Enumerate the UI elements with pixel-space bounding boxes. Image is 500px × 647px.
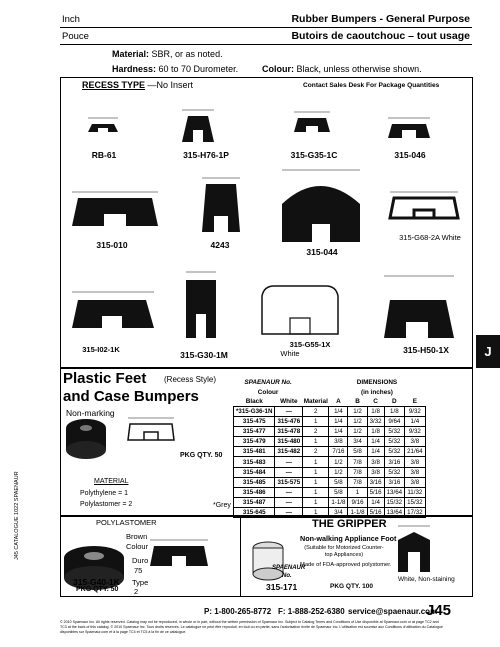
table-row xyxy=(234,437,426,447)
gripper-no: No. xyxy=(282,573,292,579)
part-label: 315-G30-1M xyxy=(180,350,228,360)
table-cell: 315-478 xyxy=(275,427,303,437)
table-cell: — xyxy=(275,467,303,477)
table-cell: 9/16 xyxy=(348,497,367,507)
table-cell: 5/16 xyxy=(367,507,384,517)
plastic-title-2: and Case Bumpers xyxy=(63,388,199,405)
table-cell: 9/32 xyxy=(405,407,425,417)
table-header-spaenaur-text: SPAENAUR No. xyxy=(244,378,292,386)
recess-subtitle: —No Insert xyxy=(147,80,194,90)
part-label: 4243 xyxy=(210,240,230,250)
poly-duro-val: 75 xyxy=(134,566,143,575)
table-cell: 1/4 xyxy=(367,497,384,507)
table-col-header: Black xyxy=(245,398,263,405)
table-cell: 1/2 xyxy=(329,457,348,467)
footer-phone[interactable]: P: 1-800-265-8772 xyxy=(204,607,272,616)
spec-colour-value: Black, unless otherwise shown. xyxy=(296,64,422,74)
table-cell: 7/16 xyxy=(329,447,348,457)
poly-part: 315-G40-1K xyxy=(73,577,120,587)
table-cell: — xyxy=(275,457,303,467)
table-cell: 9/64 xyxy=(384,417,404,427)
material-polylast: Polylastomer = 2 xyxy=(80,501,133,508)
table-cell: 1 xyxy=(303,437,329,447)
material-title: MATERIAL xyxy=(94,478,129,485)
plastic-pkg: PKG QTY. 50 xyxy=(180,452,223,459)
table-cell: 315-485 xyxy=(234,477,275,487)
gripper-suitable: (Suitable for Motorized Counter-top Appliances) xyxy=(304,545,384,558)
table-col-header: Material xyxy=(303,398,328,405)
table-cell: 1-1/8 xyxy=(348,507,367,517)
gripper-white: White, Non-staining xyxy=(398,576,455,583)
bumper-rb61-drawing xyxy=(88,124,118,132)
table-row xyxy=(234,477,426,487)
part-label: White xyxy=(280,349,300,358)
table-col-header: C xyxy=(373,398,378,405)
bumper-h76-drawing xyxy=(182,116,214,142)
table-cell: 3/32 xyxy=(367,417,384,427)
table-row xyxy=(234,497,426,507)
table-cell: 315-482 xyxy=(275,447,303,457)
table-cell: 13/64 xyxy=(384,487,404,497)
bumper-g35-drawing xyxy=(294,118,330,132)
table-cell: 3/16 xyxy=(384,477,404,487)
table-cell: 5/8 xyxy=(329,487,348,497)
page-number: J45 xyxy=(426,602,452,619)
table-cell: 5/8 xyxy=(348,447,367,457)
table-cell: 2 xyxy=(303,407,329,417)
poly-type-val: 2 xyxy=(134,587,139,596)
table-cell: 1/2 xyxy=(348,417,367,427)
table-cell: — xyxy=(275,497,303,507)
bumper-010-drawing xyxy=(72,198,158,226)
bumper-g55-drawing xyxy=(262,286,338,334)
table-cell: 11/32 xyxy=(405,487,425,497)
header-left-en: Inch xyxy=(62,14,80,25)
table-col-header: D xyxy=(392,398,397,405)
table-cell: 315-481 xyxy=(234,447,275,457)
part-label: 315-H50-1X xyxy=(403,345,449,355)
plastic-title: Plastic Feet xyxy=(63,370,147,387)
table-row xyxy=(234,407,426,417)
table-cell: 3/4 xyxy=(329,507,348,517)
table-cell: 3/8 xyxy=(367,467,384,477)
table-col-header: White xyxy=(280,398,298,405)
footer-legal-3: disponibles sur Spaenaur.com et à la page TC4 et TC5 à la fin de ce catalogue. xyxy=(60,630,187,634)
bumper-g68-drawing xyxy=(390,198,458,218)
table-col-header: B xyxy=(355,398,360,405)
table-cell: 3/8 xyxy=(405,467,425,477)
table-cell: — xyxy=(275,487,303,497)
footer-legal xyxy=(60,620,472,635)
table-cell: — xyxy=(275,407,303,417)
page-title: Rubber Bumpers - General Purpose xyxy=(291,13,470,25)
part-label: 315-044 xyxy=(306,247,338,257)
table-cell: 1/4 xyxy=(367,447,384,457)
table-cell: 1/2 xyxy=(348,427,367,437)
table-col-header: A xyxy=(336,398,341,405)
table-cell: 5/32 xyxy=(384,447,404,457)
footer-fax: F: 1-888-252-6380 xyxy=(278,607,345,616)
table-cell: 21/64 xyxy=(405,447,425,457)
table-cell: 315-575 xyxy=(275,477,303,487)
table-cell: 7/8 xyxy=(348,457,367,467)
table-cell: 315-486 xyxy=(234,487,275,497)
spec-colour-label: Colour: xyxy=(262,64,294,74)
table-cell: 15/32 xyxy=(405,497,425,507)
table-cell: 13/64 xyxy=(384,507,404,517)
table-cell: 1 xyxy=(303,467,329,477)
gripper-subtitle: Non-walking Appliance Foot xyxy=(300,534,397,543)
table-header-inches: (in inches) xyxy=(360,389,393,396)
gripper-part: 315-171 xyxy=(266,582,298,592)
table-cell: 1/4 xyxy=(405,417,425,427)
poly-duro: Duro xyxy=(132,556,149,565)
part-label: 315-G35-1C xyxy=(290,150,338,160)
table-cell: 15/32 xyxy=(384,497,404,507)
gripper-spaenaur: SPAENAUR xyxy=(272,565,306,571)
part-label: 315-H76-1P xyxy=(183,150,229,160)
table-cell: 315-477 xyxy=(234,427,275,437)
table-row xyxy=(234,457,426,467)
table-cell: 1/4 xyxy=(329,427,348,437)
table-cell: 2 xyxy=(303,447,329,457)
table-cell: 5/32 xyxy=(384,437,404,447)
table-cell: 1 xyxy=(303,507,329,517)
table-cell: 315-484 xyxy=(234,467,275,477)
table-cell: *315-G36-1N xyxy=(234,407,275,417)
section-tab: J xyxy=(476,335,500,368)
table-cell: 1/4 xyxy=(367,437,384,447)
table-cell: 1 xyxy=(303,457,329,467)
table-cell: 3/8 xyxy=(405,437,425,447)
table-cell: 7/8 xyxy=(348,477,367,487)
table-header-colour: Colour xyxy=(257,389,279,396)
table-cell: 9/32 xyxy=(405,427,425,437)
bumper-i02-drawing xyxy=(72,300,154,328)
table-cell: 5/32 xyxy=(384,467,404,477)
table-cell: 2 xyxy=(303,427,329,437)
table-cell: — xyxy=(275,507,303,517)
table-header-blank xyxy=(303,376,329,397)
table-cell: 1/2 xyxy=(348,407,367,417)
table-cell: 3/8 xyxy=(329,437,348,447)
table-cell: 1 xyxy=(303,477,329,487)
table-cell: 3/4 xyxy=(348,437,367,447)
non-marking: Non-marking xyxy=(66,408,115,418)
table-cell: 17/32 xyxy=(405,507,425,517)
bumper-4243-drawing xyxy=(202,184,240,232)
table-row xyxy=(234,467,426,477)
table-cell: 1/8 xyxy=(367,427,384,437)
bumper-h50-drawing xyxy=(384,300,454,338)
bumper-046-drawing xyxy=(388,124,430,138)
table-cell: 1-1/8 xyxy=(329,497,348,507)
table-cell: 315-480 xyxy=(275,437,303,447)
part-label: 315-G55-1X xyxy=(289,340,331,349)
table-cell: 7/8 xyxy=(348,467,367,477)
side-catalogue-text: J45 CATALOGUE 1022 SPAENAUR xyxy=(14,471,20,560)
gripper-title: THE GRIPPER xyxy=(312,518,387,530)
table-cell: 5/16 xyxy=(367,487,384,497)
table-cell: 1 xyxy=(303,487,329,497)
part-label: 315-010 xyxy=(96,240,128,250)
contact-note: Contact Sales Desk For Package Quantities xyxy=(303,82,440,89)
table-cell: 3/16 xyxy=(367,477,384,487)
table-column-headers xyxy=(234,397,426,407)
poly-colour: Colour xyxy=(126,542,149,551)
spec-material-value: SBR, or as noted. xyxy=(151,49,223,59)
table-header-dimensions: DIMENSIONS xyxy=(356,378,398,386)
table-cell: 315-475 xyxy=(234,417,275,427)
footer-legal-2: TC3 at the back of this catalog. © 2010 Spaenaur Inc. Tous droits réservés. Le catalogue ne peut être reproduit, en tout ou en partie, sans l'autorisation écrite de Spaenaur Inc. L'utilisation est soumise aux Conditions d'utilisation du Catalogue xyxy=(60,625,444,629)
footer-email[interactable]: service@spaenaur.com xyxy=(348,607,438,616)
poly-type: Type xyxy=(132,578,149,587)
bumper-044-drawing xyxy=(282,186,360,242)
table-row xyxy=(234,427,426,437)
gripper-made: Made of FDA-approved polystomer. xyxy=(300,562,392,568)
table-row xyxy=(234,417,426,427)
dimensions-table xyxy=(233,376,426,518)
table-cell: 315-476 xyxy=(275,417,303,427)
table-cell: 3/8 xyxy=(405,457,425,467)
material-poly: Polythylene = 1 xyxy=(80,490,129,497)
table-cell: 3/8 xyxy=(405,477,425,487)
header-left-fr: Pouce xyxy=(62,31,89,42)
grey-note: *Grey xyxy=(213,502,231,509)
recess-title: RECESS TYPE xyxy=(82,80,146,90)
table-cell: 5/8 xyxy=(329,477,348,487)
part-label: 315-I02-1K xyxy=(82,345,120,354)
page-title-fr: Butoirs de caoutchouc – tout usage xyxy=(291,30,470,42)
table-cell: 1/8 xyxy=(367,407,384,417)
table-cell: 1/4 xyxy=(329,417,348,427)
table-cell: 1/2 xyxy=(329,467,348,477)
table-cell: 315-483 xyxy=(234,457,275,467)
spec-hardness-label: Hardness: xyxy=(112,64,157,74)
table-cell: 1/4 xyxy=(329,407,348,417)
table-cell: 1 xyxy=(303,497,329,507)
part-label: 315-G68-2A White xyxy=(399,233,461,242)
footer-legal-1: © 2010 Spaenaur Inc. All rights reserved. Catalog may not be reproduced, in whole or in part, without the written permission of Spaenaur Inc. Subject to Catalog Terms and Conditions of Use disponible at Spaenaur.com or at page TC2 and xyxy=(60,620,439,624)
table-col-header: E xyxy=(412,398,417,405)
part-label: RB-61 xyxy=(91,150,117,160)
table-cell: 315-479 xyxy=(234,437,275,447)
table-cell: 315-645 xyxy=(234,507,275,517)
table-cell: 315-487 xyxy=(234,497,275,507)
table-cell: 3/8 xyxy=(367,457,384,467)
plastic-recess-note: (Recess Style) xyxy=(164,375,217,384)
table-body xyxy=(234,407,426,518)
table-cell: 1 xyxy=(348,487,367,497)
table-cell: 5/32 xyxy=(384,427,404,437)
table-cell: 3/16 xyxy=(384,457,404,467)
polylastomer-title: POLYLASTOMER xyxy=(96,518,157,527)
table-row xyxy=(234,487,426,497)
spec-hardness-value: 60 to 70 Durometer. xyxy=(158,64,239,74)
table-row xyxy=(234,447,426,457)
table-cell: 1/8 xyxy=(384,407,404,417)
table-cell: 1 xyxy=(303,417,329,427)
gripper-pkg: PKG QTY. 100 xyxy=(330,583,373,590)
poly-pkg: PKG QTY. 50 xyxy=(76,586,119,593)
bumper-g30-drawing xyxy=(186,280,216,338)
table-header-spaenaur xyxy=(234,376,303,388)
poly-brown: Brown xyxy=(126,532,148,541)
spec-material-label: Material: xyxy=(112,49,150,59)
part-label: 315-046 xyxy=(394,150,426,160)
